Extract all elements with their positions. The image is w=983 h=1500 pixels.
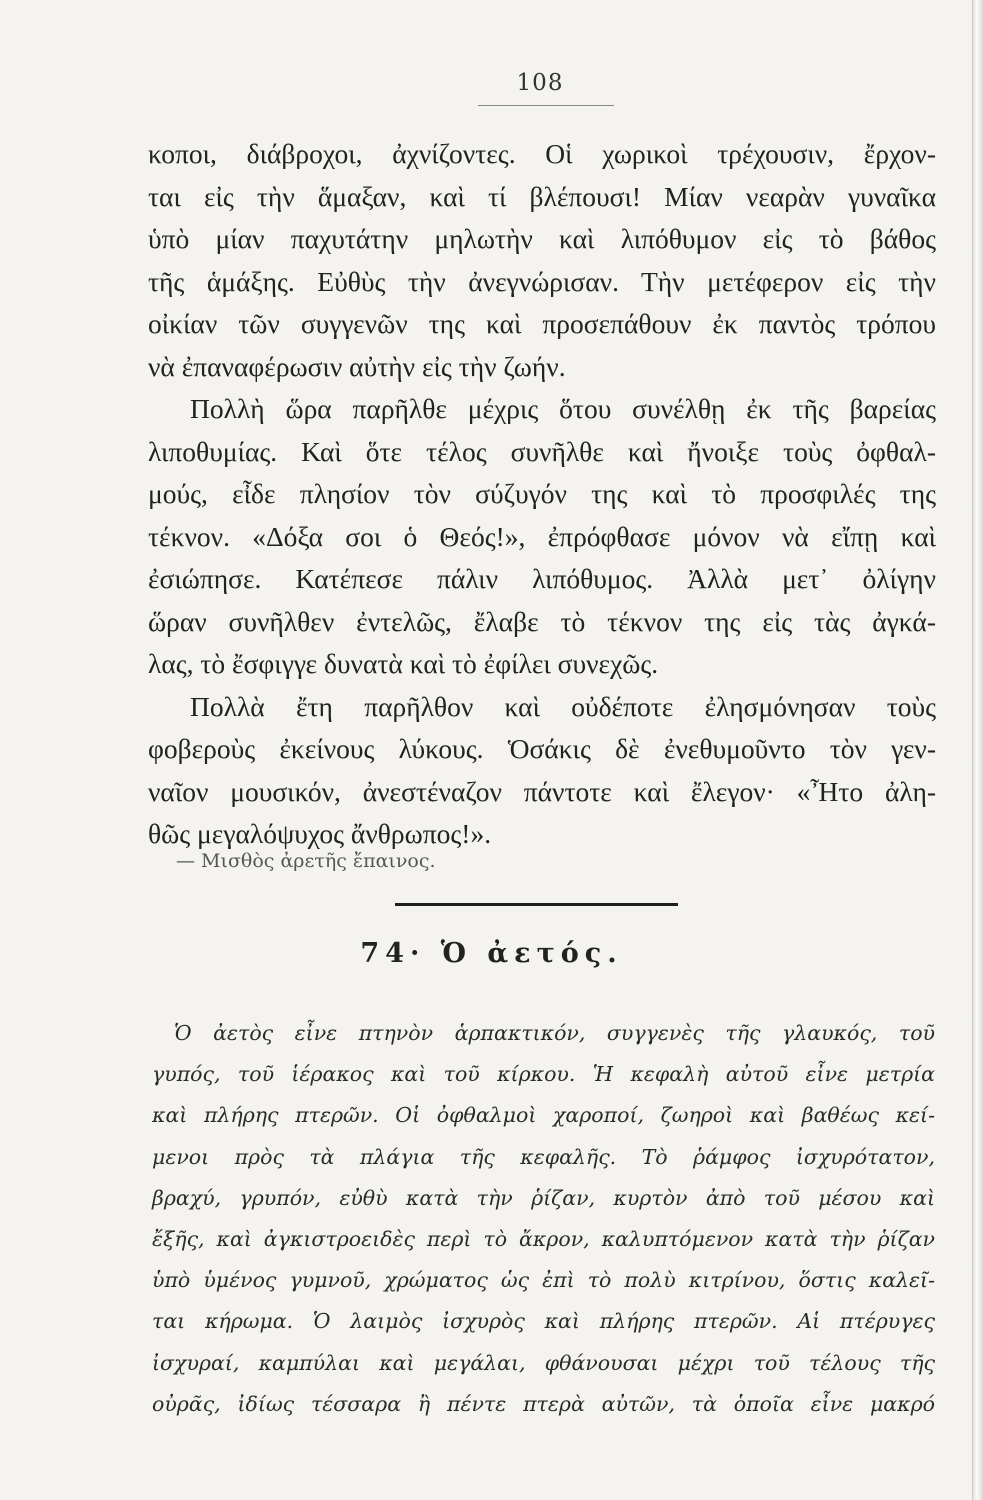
section-line: Ὁ ἀετὸς εἶνε πτηνὸν ἁρπακτικόν, συγγενὲς τῆς γλαυκός, τοῦ: [174, 1021, 935, 1045]
body-line: ἐσιώπησε. Κατέπεσε πάλιν λιπόθυμος. Ἀλλὰ μετ᾽ ὀλίγην: [148, 563, 936, 594]
body-line: φοβεροὺς ἐκείνους λύκους. Ὁσάκις δὲ ἐνεθυμοῦντο τὸν γεν-: [148, 733, 936, 764]
body-line: κοποι, διάβροχοι, ἀχνίζοντες. Οἱ χωρικοὶ τρέχουσιν, ἔρχον-: [148, 138, 936, 169]
body-line: Πολλὴ ὥρα παρῆλθε μέχρις ὅτου συνέλθῃ ἐκ τῆς βαρείας: [190, 393, 936, 424]
body-line: λας, τὸ ἔσφιγγε δυνατὰ καὶ τὸ ἐφίλει συνεχῶς.: [148, 648, 659, 679]
page-number: 108: [516, 70, 564, 96]
section-line: καὶ πλήρης πτερῶν. Οἱ ὀφθαλμοὶ χαροποί, ζωηροὶ καὶ βαθέως κεί-: [152, 1103, 935, 1128]
section-line: ἔξῆς, καὶ ἀγκιστροειδὲς περὶ τὸ ἄκρον, καλυπτόμενον κατὰ τὴν ῥίζαν: [152, 1226, 935, 1251]
page-edge: [972, 0, 983, 1500]
section-line: ται κήρωμα. Ὁ λαιμὸς ἰσχυρὸς καὶ πλήρης πτερῶν. Αἱ πτέρυγες: [152, 1309, 935, 1334]
section-line: ὑπὸ ὑμένος γυμνοῦ, χρώματος ὡς ἐπὶ τὸ πολὺ κιτρίνου, ὅστις καλεῖ-: [152, 1268, 935, 1293]
body-line: τέκνον. «Δόξα σοι ὁ Θεός!», ἐπρόφθασε μόνον νὰ εἴπῃ καὶ: [148, 520, 936, 552]
section-text: [152, 1013, 935, 1425]
section-heading: 74· Ὁ ἀετός.: [360, 938, 623, 969]
body-line: μούς, εἶδε πλησίον τὸν σύζυγόν της καὶ τὸ προσφιλές της: [148, 478, 936, 509]
attribution: — Μισθὸς ἀρετῆς ἔπαινος.: [176, 850, 436, 872]
body-line: ὑπὸ μίαν παχυτάτην μηλωτὴν καὶ λιπόθυμον εἰς τὸ βάθος: [148, 223, 936, 254]
body-line: νὰ ἐπαναφέρωσιν αὐτὴν εἰς τὴν ζωήν.: [148, 350, 566, 382]
section-line: μενοι πρὸς τὰ πλάγια τῆς κεφαλῆς. Τὸ ῥάμφος ἰσχυρότατον,: [152, 1144, 935, 1169]
body-line: ὥραν συνῆλθεν ἐντελῶς, ἔλαβε τὸ τέκνον της εἰς τὰς ἀγκά-: [148, 605, 936, 637]
body-line: θῶς μεγαλόψυχος ἄνθρωπος!».: [148, 818, 492, 849]
section-line: βραχύ, γρυπόν, εὐθὺ κατὰ τὴν ῥίζαν, κυρτὸν ἀπὸ τοῦ μέσου καὶ: [152, 1185, 935, 1210]
page-number-rule: [478, 105, 614, 106]
section-divider: [395, 903, 678, 906]
body-line: ναῖον μουσικόν, ἀνεστέναζον πάντοτε καὶ ἔλεγον· «Ἦτο ἀλη-: [148, 775, 936, 807]
section-line: ἰσχυραί, καμπύλαι καὶ μεγάλαι, φθάνουσαι μέχρι τοῦ τέλους τῆς: [152, 1350, 935, 1375]
section-line: γυπός, τοῦ ἱέρακος καὶ τοῦ κίρκου. Ἡ κεφαλὴ αὐτοῦ εἶνε μετρία: [152, 1062, 935, 1087]
body-line: οἰκίαν τῶν συγγενῶν της καὶ προσεπάθουν ἐκ παντὸς τρόπου: [148, 308, 936, 339]
section-line: οὐρᾶς, ἰδίως τέσσαρα ἢ πέντε πτερὰ αὐτῶν, τὰ ὁποῖα εἶνε μακρό: [152, 1391, 935, 1416]
body-text: [148, 133, 936, 856]
body-line: ται εἰς τὴν ἅμαξαν, καὶ τί βλέπουσι! Μίαν νεαρὰν γυναῖκα: [148, 180, 936, 212]
body-line: Πολλὰ ἔτη παρῆλθον καὶ οὐδέποτε ἐλησμόνησαν τοὺς: [190, 690, 936, 722]
body-line: τῆς ἁμάξης. Εὐθὺς τὴν ἀνεγνώρισαν. Τὴν μετέφερον εἰς τὴν: [148, 265, 936, 297]
body-line: λιποθυμίας. Καὶ ὅτε τέλος συνῆλθε καὶ ἤνοιξε τοὺς ὀφθαλ-: [148, 435, 936, 467]
